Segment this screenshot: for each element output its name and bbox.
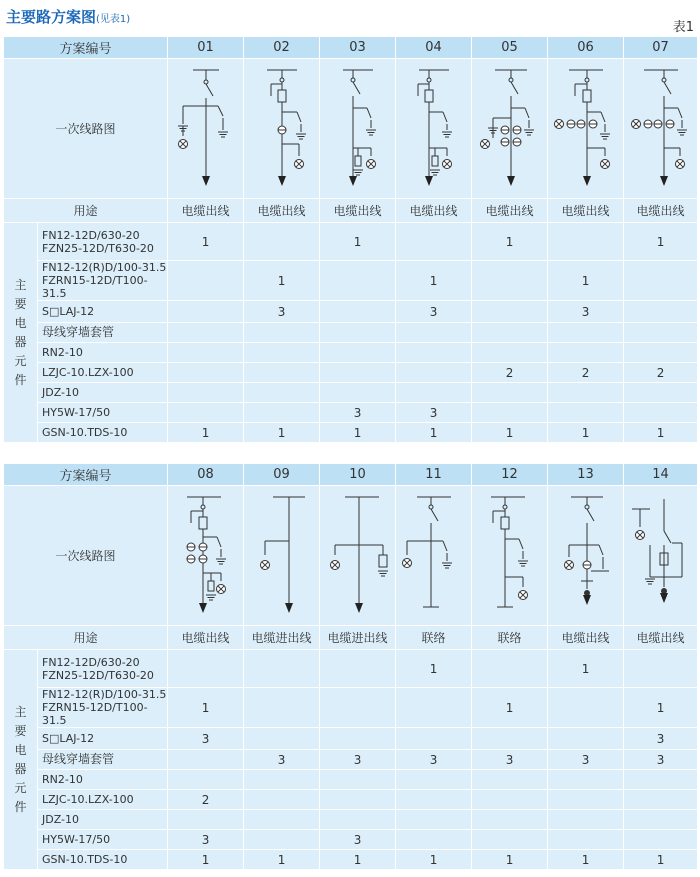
quantity-cell [168, 261, 244, 301]
quantity-cell: 3 [396, 750, 472, 770]
component-name [38, 261, 168, 301]
circuit-diagram-01 [168, 59, 244, 199]
quantity-cell [244, 650, 320, 688]
quantity-cell [244, 830, 320, 850]
scheme-no: 12 [472, 464, 548, 486]
quantity-cell: 1 [168, 423, 244, 443]
quantity-cell: 2 [624, 363, 698, 383]
component-row [4, 423, 698, 443]
circuit-diagram-07 [624, 59, 698, 199]
group-char: 元 [14, 353, 27, 368]
quantity-cell [244, 403, 320, 423]
quantity-cell [168, 323, 244, 343]
quantity-cell [396, 790, 472, 810]
single-line-diagram [626, 64, 696, 194]
quantity-cell [396, 343, 472, 363]
quantity-cell [548, 323, 624, 343]
quantity-cell [244, 810, 320, 830]
quantity-cell: 1 [244, 423, 320, 443]
single-line-diagram [475, 491, 545, 621]
component-row [4, 830, 698, 850]
component-name [38, 301, 168, 323]
quantity-cell [244, 363, 320, 383]
single-line-diagram [626, 491, 696, 621]
quantity-cell: 2 [472, 363, 548, 383]
circuit-row [4, 59, 698, 199]
quantity-cell: 3 [168, 830, 244, 850]
quantity-cell [168, 403, 244, 423]
quantity-cell [548, 728, 624, 750]
scheme-no: 03 [320, 37, 396, 59]
component-name [38, 750, 168, 770]
component-row [4, 383, 698, 403]
circuit-diagram-10 [320, 486, 396, 626]
quantity-cell [624, 261, 698, 301]
group-char: 主 [14, 704, 27, 719]
circuit-diagram-02 [244, 59, 320, 199]
component-name [38, 343, 168, 363]
quantity-cell: 3 [320, 403, 396, 423]
quantity-cell [396, 323, 472, 343]
component-row [4, 343, 698, 363]
usage-label: 用途 [4, 626, 168, 650]
usage-cell: 联络 [396, 626, 472, 650]
quantity-cell: 1 [624, 423, 698, 443]
quantity-cell [396, 363, 472, 383]
quantity-cell [320, 343, 396, 363]
usage-row [4, 199, 698, 223]
quantity-cell: 1 [168, 688, 244, 728]
scheme-header-row [4, 37, 698, 59]
group-char: 件 [14, 799, 27, 814]
quantity-cell [624, 323, 698, 343]
quantity-cell [472, 770, 548, 790]
component-model: FN12-12(R)D/100-31.5 [42, 688, 167, 701]
quantity-cell [472, 810, 548, 830]
group-char: 电 [14, 742, 27, 757]
circuit-diagram-12 [472, 486, 548, 626]
usage-row [4, 626, 698, 650]
quantity-cell [320, 323, 396, 343]
quantity-cell: 3 [624, 728, 698, 750]
quantity-cell: 3 [624, 750, 698, 770]
quantity-cell [320, 261, 396, 301]
quantity-cell [396, 830, 472, 850]
component-model: GSN-10.TDS-10 [42, 853, 128, 866]
quantity-cell [396, 688, 472, 728]
quantity-cell [244, 728, 320, 750]
quantity-cell [320, 770, 396, 790]
component-name [38, 688, 168, 728]
quantity-cell [168, 650, 244, 688]
usage-cell: 电缆出线 [168, 199, 244, 223]
quantity-cell: 1 [548, 423, 624, 443]
circuit-diagram-11 [396, 486, 472, 626]
quantity-cell [168, 750, 244, 770]
component-model: LZJC-10.LZX-100 [42, 366, 134, 379]
quantity-cell [472, 323, 548, 343]
component-row [4, 223, 698, 261]
group-char: 器 [14, 761, 27, 776]
circuit-diagram-08 [168, 486, 244, 626]
circuit-diagram-04 [396, 59, 472, 199]
quantity-cell [320, 301, 396, 323]
component-model: FN12-12D/630-20 [42, 655, 140, 669]
usage-cell: 电缆出线 [320, 199, 396, 223]
single-line-diagram [171, 491, 241, 621]
quantity-cell: 1 [168, 850, 244, 870]
usage-label: 用途 [4, 199, 168, 223]
quantity-cell [472, 383, 548, 403]
quantity-cell: 1 [396, 423, 472, 443]
quantity-cell [244, 383, 320, 403]
quantity-cell [624, 383, 698, 403]
quantity-cell [472, 261, 548, 301]
component-model: JDZ-10 [42, 813, 80, 826]
quantity-cell: 1 [396, 850, 472, 870]
quantity-cell [548, 810, 624, 830]
quantity-cell [244, 688, 320, 728]
component-model: S□LAJ-12 [42, 732, 95, 745]
usage-cell: 联络 [472, 626, 548, 650]
usage-cell: 电缆出线 [548, 626, 624, 650]
quantity-cell [320, 790, 396, 810]
quantity-cell [320, 363, 396, 383]
group-char: 电 [14, 315, 27, 330]
quantity-cell: 1 [168, 223, 244, 261]
usage-cell: 电缆出线 [168, 626, 244, 650]
component-name [38, 423, 168, 443]
component-row [4, 688, 698, 728]
quantity-cell [244, 343, 320, 363]
component-name [38, 383, 168, 403]
quantity-cell: 2 [168, 790, 244, 810]
circuit-diagram-14 [624, 486, 698, 626]
component-name [38, 363, 168, 383]
scheme-no: 02 [244, 37, 320, 59]
usage-cell: 电缆出线 [244, 199, 320, 223]
quantity-cell [624, 790, 698, 810]
components-group-label [4, 223, 38, 443]
quantity-cell: 1 [244, 261, 320, 301]
quantity-cell [244, 790, 320, 810]
component-model: FN12-12(R)D/100-31.5 [42, 261, 167, 274]
quantity-cell [168, 363, 244, 383]
circuit-diagram-05 [472, 59, 548, 199]
quantity-cell: 3 [244, 750, 320, 770]
quantity-cell [624, 301, 698, 323]
component-name [38, 770, 168, 790]
quantity-cell: 3 [320, 830, 396, 850]
single-line-diagram [247, 64, 317, 194]
scheme-no: 09 [244, 464, 320, 486]
single-line-diagram [551, 64, 621, 194]
quantity-cell: 1 [624, 688, 698, 728]
component-model: GSN-10.TDS-10 [42, 426, 128, 439]
usage-cell: 电缆出线 [548, 199, 624, 223]
component-row [4, 728, 698, 750]
quantity-cell: 3 [396, 301, 472, 323]
quantity-cell [244, 770, 320, 790]
quantity-cell [624, 403, 698, 423]
component-name [38, 790, 168, 810]
quantity-cell: 1 [472, 423, 548, 443]
table-number: 表1 [672, 20, 694, 35]
quantity-cell: 1 [396, 650, 472, 688]
quantity-cell: 1 [548, 850, 624, 870]
component-row [4, 790, 698, 810]
scheme-header-row [4, 464, 698, 486]
quantity-cell: 1 [472, 223, 548, 261]
quantity-cell: 1 [320, 223, 396, 261]
quantity-cell: 1 [624, 223, 698, 261]
scheme-no: 14 [624, 464, 698, 486]
quantity-cell: 3 [168, 728, 244, 750]
scheme-no: 07 [624, 37, 698, 59]
component-row [4, 403, 698, 423]
component-row [4, 650, 698, 688]
quantity-cell [472, 790, 548, 810]
group-char: 元 [14, 780, 27, 795]
quantity-cell [472, 728, 548, 750]
circuit-diagram-13 [548, 486, 624, 626]
quantity-cell [548, 688, 624, 728]
single-line-diagram [399, 64, 469, 194]
quantity-cell: 1 [548, 261, 624, 301]
quantity-cell [168, 383, 244, 403]
group-char: 要 [14, 723, 27, 738]
scheme-no: 01 [168, 37, 244, 59]
title-note: (见表1) [96, 14, 131, 25]
usage-cell: 电缆进出线 [244, 626, 320, 650]
quantity-cell: 1 [320, 423, 396, 443]
component-model-alt: FZN25-12D/T630-20 [42, 241, 154, 255]
quantity-cell [396, 770, 472, 790]
component-name [38, 810, 168, 830]
component-model-alt: FZN25-12D/T630-20 [42, 668, 154, 682]
quantity-cell: 1 [472, 850, 548, 870]
component-row [4, 770, 698, 790]
quantity-cell [624, 830, 698, 850]
component-row [4, 261, 698, 301]
title-text: 主要路方案图 [6, 8, 97, 26]
scheme-table-1 [3, 36, 698, 443]
quantity-cell: 2 [548, 363, 624, 383]
quantity-cell [244, 323, 320, 343]
component-model-alt: FZRN15-12D/T100-31.5 [42, 701, 148, 727]
component-row [4, 850, 698, 870]
group-char: 器 [14, 334, 27, 349]
quantity-cell: 3 [548, 301, 624, 323]
component-model: RN2-10 [42, 773, 83, 786]
quantity-cell [320, 650, 396, 688]
single-line-diagram [475, 64, 545, 194]
quantity-cell [168, 770, 244, 790]
quantity-cell [472, 650, 548, 688]
quantity-cell [624, 770, 698, 790]
usage-cell: 电缆进出线 [320, 626, 396, 650]
component-model: HY5W-17/50 [42, 833, 111, 846]
component-name [38, 650, 168, 688]
quantity-cell: 3 [320, 750, 396, 770]
quantity-cell [548, 830, 624, 850]
single-line-diagram [323, 491, 393, 621]
quantity-cell [396, 728, 472, 750]
quantity-cell [548, 383, 624, 403]
quantity-cell [320, 688, 396, 728]
quantity-cell [320, 728, 396, 750]
quantity-cell [396, 383, 472, 403]
quantity-cell [472, 343, 548, 363]
single-line-diagram [323, 64, 393, 194]
group-char: 件 [14, 372, 27, 387]
component-name [38, 850, 168, 870]
circuit-diagram-06 [548, 59, 624, 199]
component-model: HY5W-17/50 [42, 406, 111, 419]
quantity-cell: 1 [624, 850, 698, 870]
component-row [4, 810, 698, 830]
quantity-cell: 1 [244, 850, 320, 870]
component-model: 母线穿墙套管 [42, 325, 115, 339]
usage-cell: 电缆出线 [396, 199, 472, 223]
circuit-label: 一次线路图 [4, 486, 168, 626]
scheme-no: 04 [396, 37, 472, 59]
scheme-no: 10 [320, 464, 396, 486]
quantity-cell [624, 810, 698, 830]
quantity-cell [548, 403, 624, 423]
group-char: 主 [14, 277, 27, 292]
component-model: RN2-10 [42, 346, 83, 359]
quantity-cell [624, 343, 698, 363]
usage-cell: 电缆出线 [472, 199, 548, 223]
quantity-cell [320, 383, 396, 403]
component-name [38, 728, 168, 750]
component-row [4, 323, 698, 343]
quantity-cell: 1 [396, 261, 472, 301]
page-title [6, 6, 130, 27]
circuit-diagram-03 [320, 59, 396, 199]
quantity-cell: 3 [396, 403, 472, 423]
scheme-no-label: 方案编号 [4, 37, 168, 59]
scheme-table-2 [3, 463, 698, 870]
quantity-cell [472, 301, 548, 323]
quantity-cell [168, 343, 244, 363]
quantity-cell [168, 810, 244, 830]
quantity-cell [396, 810, 472, 830]
group-char: 要 [14, 296, 27, 311]
quantity-cell [472, 403, 548, 423]
component-row [4, 750, 698, 770]
single-line-diagram [171, 64, 241, 194]
scheme-no-label: 方案编号 [4, 464, 168, 486]
scheme-no: 08 [168, 464, 244, 486]
single-line-diagram [247, 491, 317, 621]
quantity-cell [396, 223, 472, 261]
component-row [4, 301, 698, 323]
usage-cell: 电缆出线 [624, 199, 698, 223]
quantity-cell [244, 223, 320, 261]
scheme-no: 11 [396, 464, 472, 486]
quantity-cell: 1 [472, 688, 548, 728]
component-model: LZJC-10.LZX-100 [42, 793, 134, 806]
single-line-diagram [399, 491, 469, 621]
quantity-cell [548, 790, 624, 810]
circuit-diagram-09 [244, 486, 320, 626]
component-name [38, 323, 168, 343]
usage-cell: 电缆出线 [624, 626, 698, 650]
component-model-alt: FZRN15-12D/T100-31.5 [42, 274, 148, 300]
quantity-cell [624, 650, 698, 688]
component-name [38, 830, 168, 850]
quantity-cell: 1 [548, 650, 624, 688]
quantity-cell: 1 [320, 850, 396, 870]
component-name [38, 403, 168, 423]
quantity-cell [168, 301, 244, 323]
component-model: S□LAJ-12 [42, 305, 95, 318]
quantity-cell [548, 770, 624, 790]
scheme-no: 06 [548, 37, 624, 59]
components-group-label [4, 650, 38, 870]
quantity-cell [548, 343, 624, 363]
component-name [38, 223, 168, 261]
component-model: JDZ-10 [42, 386, 80, 399]
circuit-row [4, 486, 698, 626]
component-model: 母线穿墙套管 [42, 752, 115, 766]
component-model: FN12-12D/630-20 [42, 228, 140, 242]
quantity-cell: 3 [244, 301, 320, 323]
quantity-cell [472, 830, 548, 850]
quantity-cell [320, 810, 396, 830]
component-row [4, 363, 698, 383]
quantity-cell: 3 [472, 750, 548, 770]
quantity-cell: 3 [548, 750, 624, 770]
scheme-no: 05 [472, 37, 548, 59]
single-line-diagram [551, 491, 621, 621]
circuit-label: 一次线路图 [4, 59, 168, 199]
quantity-cell [548, 223, 624, 261]
scheme-no: 13 [548, 464, 624, 486]
